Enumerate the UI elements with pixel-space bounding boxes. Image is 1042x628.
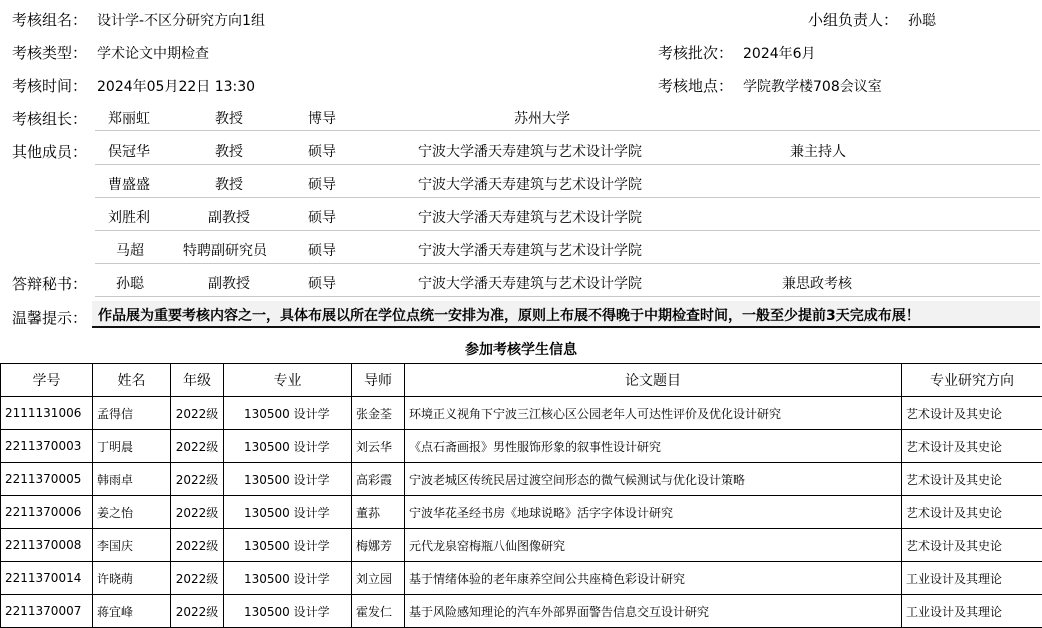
member-tutor: 硕导 [308,276,336,292]
batch-label: 考核批次： [658,44,734,62]
research-direction: 艺术设计及其史论 [902,397,1042,430]
chair-label: 考核组长： [12,110,88,128]
column-header: 学号 [1,364,93,397]
column-header: 导师 [352,364,405,397]
research-direction: 艺术设计及其史论 [902,496,1042,529]
secretary-label: 答辩秘书： [12,275,88,293]
column-header: 论文题目 [405,364,902,397]
member-org: 苏州大学 [514,111,570,127]
time-value: 2024年05月22日 13:30 [97,79,256,95]
student-advisor: 董荪 [352,496,405,529]
member-name: 刘胜利 [108,210,150,226]
leader-value: 孙聪 [908,13,936,29]
place-value: 学院教学楼708会议室 [743,79,882,95]
research-direction: 艺术设计及其史论 [902,430,1042,463]
member-name: 郑丽虹 [108,111,150,127]
student-advisor: 高彩霞 [352,463,405,496]
member-org: 宁波大学潘天寿建筑与艺术设计学院 [418,177,642,193]
student-advisor: 刘云华 [352,430,405,463]
student-name: 蒋宜峰 [93,595,171,628]
student-id: 2211370008 [1,529,93,562]
member-title: 特聘副研究员 [183,243,267,259]
time-label: 考核时间： [12,77,88,95]
student-grade: 2022级 [171,529,224,562]
member-org: 宁波大学潘天寿建筑与艺术设计学院 [418,210,642,226]
student-id: 2211370014 [1,562,93,595]
place-label: 考核地点： [658,77,734,95]
type-value: 学术论文中期检查 [97,46,209,62]
member-name: 曹盛盛 [108,177,150,193]
student-name: 孟得信 [93,397,171,430]
table-row [1,397,1042,430]
student-major: 130500 设计学 [224,397,352,430]
member-title: 副教授 [208,210,250,226]
table-header-row [1,364,1042,397]
leader-label: 小组负责人： [808,11,899,29]
group-value: 设计学-不区分研究方向1组 [97,13,265,29]
thesis-title: 基于情绪体验的老年康养空间公共座椅色彩设计研究 [405,562,902,595]
thesis-title: 宁波华花圣经书房《地球说略》活字字体设计研究 [405,496,902,529]
student-id: 2211370005 [1,463,93,496]
student-name: 韩雨卓 [93,463,171,496]
student-major: 130500 设计学 [224,529,352,562]
thesis-title: 基于风险感知理论的汽车外部界面警告信息交互设计研究 [405,595,902,628]
student-advisor: 刘立园 [352,562,405,595]
student-id: 2211370007 [1,595,93,628]
member-tutor: 硕导 [308,243,336,259]
row-divider [95,296,1040,297]
student-grade: 2022级 [171,463,224,496]
table-row [1,496,1042,529]
member-org: 宁波大学潘天寿建筑与艺术设计学院 [418,243,642,259]
member-note: 兼主持人 [790,144,846,160]
column-header: 专业 [224,364,352,397]
student-grade: 2022级 [171,562,224,595]
research-direction: 艺术设计及其史论 [902,463,1042,496]
row-divider [95,130,1040,131]
thesis-title: 环境正义视角下宁波三江核心区公园老年人可达性评价及优化设计研究 [405,397,902,430]
member-tutor: 硕导 [308,177,336,193]
student-advisor: 霍发仁 [352,595,405,628]
notice-label: 温馨提示： [12,309,88,327]
member-title: 教授 [215,177,243,193]
notice-text: 作品展为重要考核内容之一，具体布展以所在学位点统一安排为准，原则上布展不得晚于中期检查时间，一般至少提前3天完成布展！ [98,308,920,324]
student-name: 丁明晨 [93,430,171,463]
member-tutor: 硕导 [308,144,336,160]
thesis-title: 宁波老城区传统民居过渡空间形态的微气候测试与优化设计策略 [405,463,902,496]
student-major: 130500 设计学 [224,562,352,595]
table-row [1,430,1042,463]
batch-value: 2024年6月 [743,46,816,62]
member-org: 宁波大学潘天寿建筑与艺术设计学院 [418,276,642,292]
members-label: 其他成员： [12,143,88,161]
column-header: 年级 [171,364,224,397]
member-tutor: 硕导 [308,210,336,226]
student-name: 姜之怡 [93,496,171,529]
students-table [0,363,1042,628]
student-major: 130500 设计学 [224,463,352,496]
member-name: 马超 [116,243,144,259]
member-name: 俣冠华 [108,144,150,160]
student-major: 130500 设计学 [224,496,352,529]
section-title: 参加考核学生信息 [465,342,577,358]
column-header: 专业研究方向 [902,364,1042,397]
member-title: 教授 [215,144,243,160]
member-title: 副教授 [208,276,250,292]
research-direction: 艺术设计及其史论 [902,529,1042,562]
member-tutor: 博导 [308,111,336,127]
student-id: 2211370003 [1,430,93,463]
student-advisor: 梅娜芳 [352,529,405,562]
thesis-title: 元代龙泉窑梅瓶八仙图像研究 [405,529,902,562]
row-divider [95,197,1040,198]
member-org: 宁波大学潘天寿建筑与艺术设计学院 [418,144,642,160]
member-note: 兼思政考核 [782,276,852,292]
table-row [1,529,1042,562]
table-row [1,562,1042,595]
student-grade: 2022级 [171,430,224,463]
research-direction: 工业设计及其理论 [902,595,1042,628]
student-major: 130500 设计学 [224,595,352,628]
row-divider [95,164,1040,165]
group-label: 考核组名： [12,11,88,29]
row-divider [95,263,1040,264]
student-major: 130500 设计学 [224,430,352,463]
table-row [1,595,1042,628]
member-title: 教授 [215,111,243,127]
table-row [1,463,1042,496]
student-name: 许晓萌 [93,562,171,595]
student-grade: 2022级 [171,496,224,529]
student-name: 李国庆 [93,529,171,562]
student-id: 2211370006 [1,496,93,529]
row-divider [95,230,1040,231]
student-advisor: 张金荃 [352,397,405,430]
student-grade: 2022级 [171,595,224,628]
research-direction: 工业设计及其理论 [902,562,1042,595]
thesis-title: 《点石斋画报》男性服饰形象的叙事性设计研究 [405,430,902,463]
member-name: 孙聪 [116,276,144,292]
notice-box [92,301,1040,328]
type-label: 考核类型： [12,44,88,62]
student-grade: 2022级 [171,397,224,430]
student-id: 2111131006 [1,397,93,430]
column-header: 姓名 [93,364,171,397]
